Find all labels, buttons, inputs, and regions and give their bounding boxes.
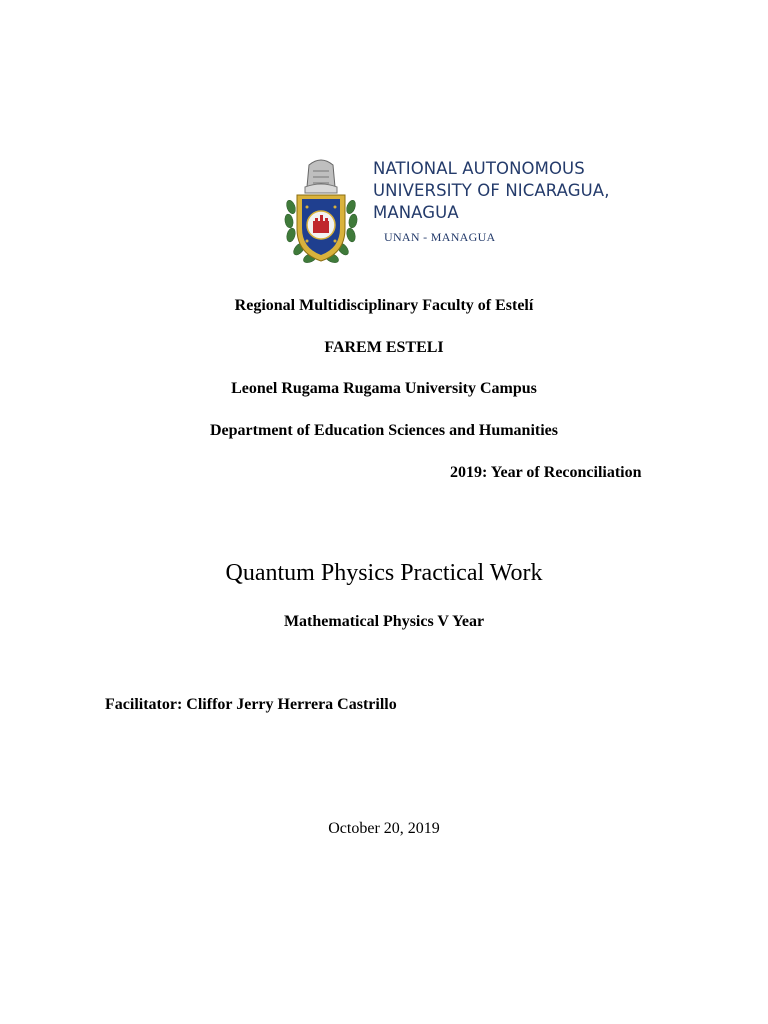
campus-name: Leonel Rugama Rugama University Campus [231, 380, 537, 397]
facilitator-line: Facilitator: Cliffor Jerry Herrera Castrillo [105, 696, 397, 713]
faculty-abbreviation: FAREM ESTELI [324, 339, 444, 356]
university-name [373, 158, 633, 224]
university-name-line-1: NATIONAL AUTONOMOUS [373, 159, 585, 178]
university-name-line-2: UNIVERSITY OF NICARAGUA, [373, 181, 610, 200]
faculty-name: Regional Multidisciplinary Faculty of Estelí [234, 297, 534, 314]
department-name: Department of Education Sciences and Humanities [210, 422, 558, 439]
document-subtitle: Mathematical Physics V Year [283, 613, 485, 630]
university-abbreviation: UNAN - MANAGUA [384, 230, 496, 244]
document-date: October 20, 2019 [328, 820, 440, 837]
university-coat-of-arms-icon [283, 157, 359, 269]
university-name-line-3: MANAGUA [373, 203, 459, 222]
document-title: Quantum Physics Practical Work [225, 560, 543, 586]
year-motto: 2019: Year of Reconciliation [450, 464, 642, 481]
